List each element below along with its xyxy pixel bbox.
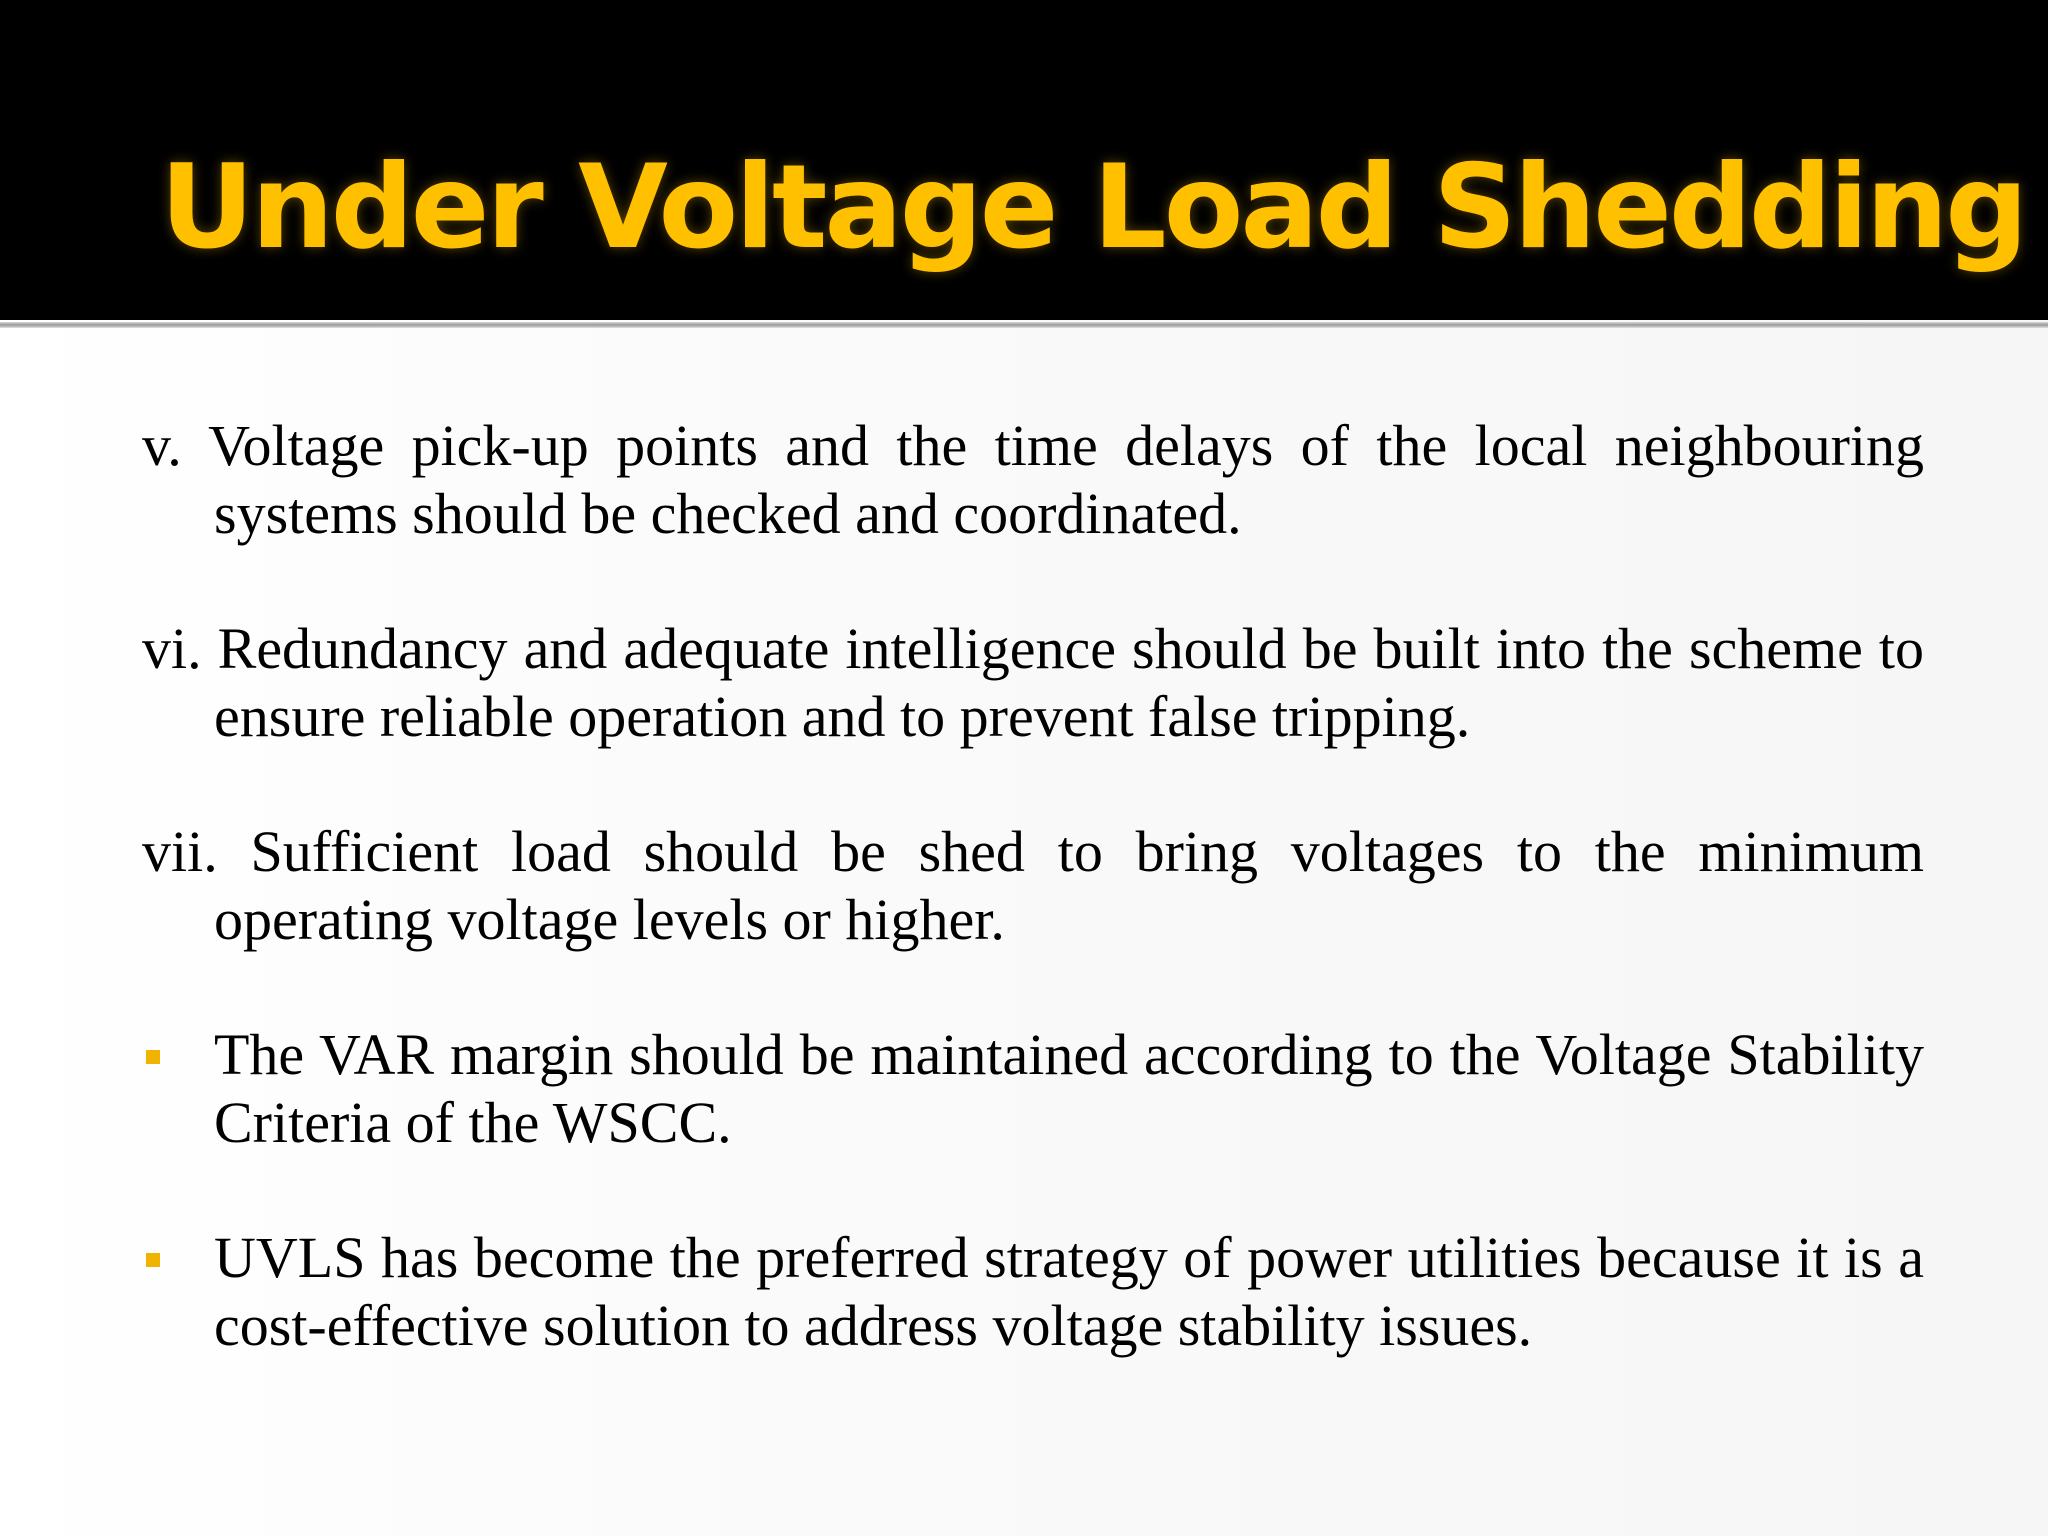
slide-title: Under Voltage Load Shedding (160, 140, 2026, 275)
square-bullet-icon (146, 1253, 160, 1267)
title-divider (0, 322, 2048, 328)
bullet-item-var-margin (142, 1021, 1924, 1157)
bullet-text: UVLS has become the preferred strategy of power utilities because it is a cost-effective solution to address voltage stability issues. (214, 1225, 1924, 1358)
list-item-vi: vi. Redundancy and adequate intelligence should be built into the scheme to ensure reliable operation and to prevent false tripping. (142, 616, 1924, 749)
slide-body (142, 412, 1924, 1427)
bullet-item-uvls (142, 1224, 1924, 1360)
title-bar (0, 0, 2048, 320)
list-item-vii: vii. Sufficient load should be shed to bring voltages to the minimum operating voltage levels or higher. (142, 819, 1924, 952)
square-bullet-icon (146, 1050, 160, 1064)
bullet-text: The VAR margin should be maintained according to the Voltage Stability Criteria of the WSCC. (214, 1022, 1924, 1155)
list-item-v: v. Voltage pick-up points and the time delays of the local neighbouring systems should be checked and coordinated. (142, 413, 1924, 546)
